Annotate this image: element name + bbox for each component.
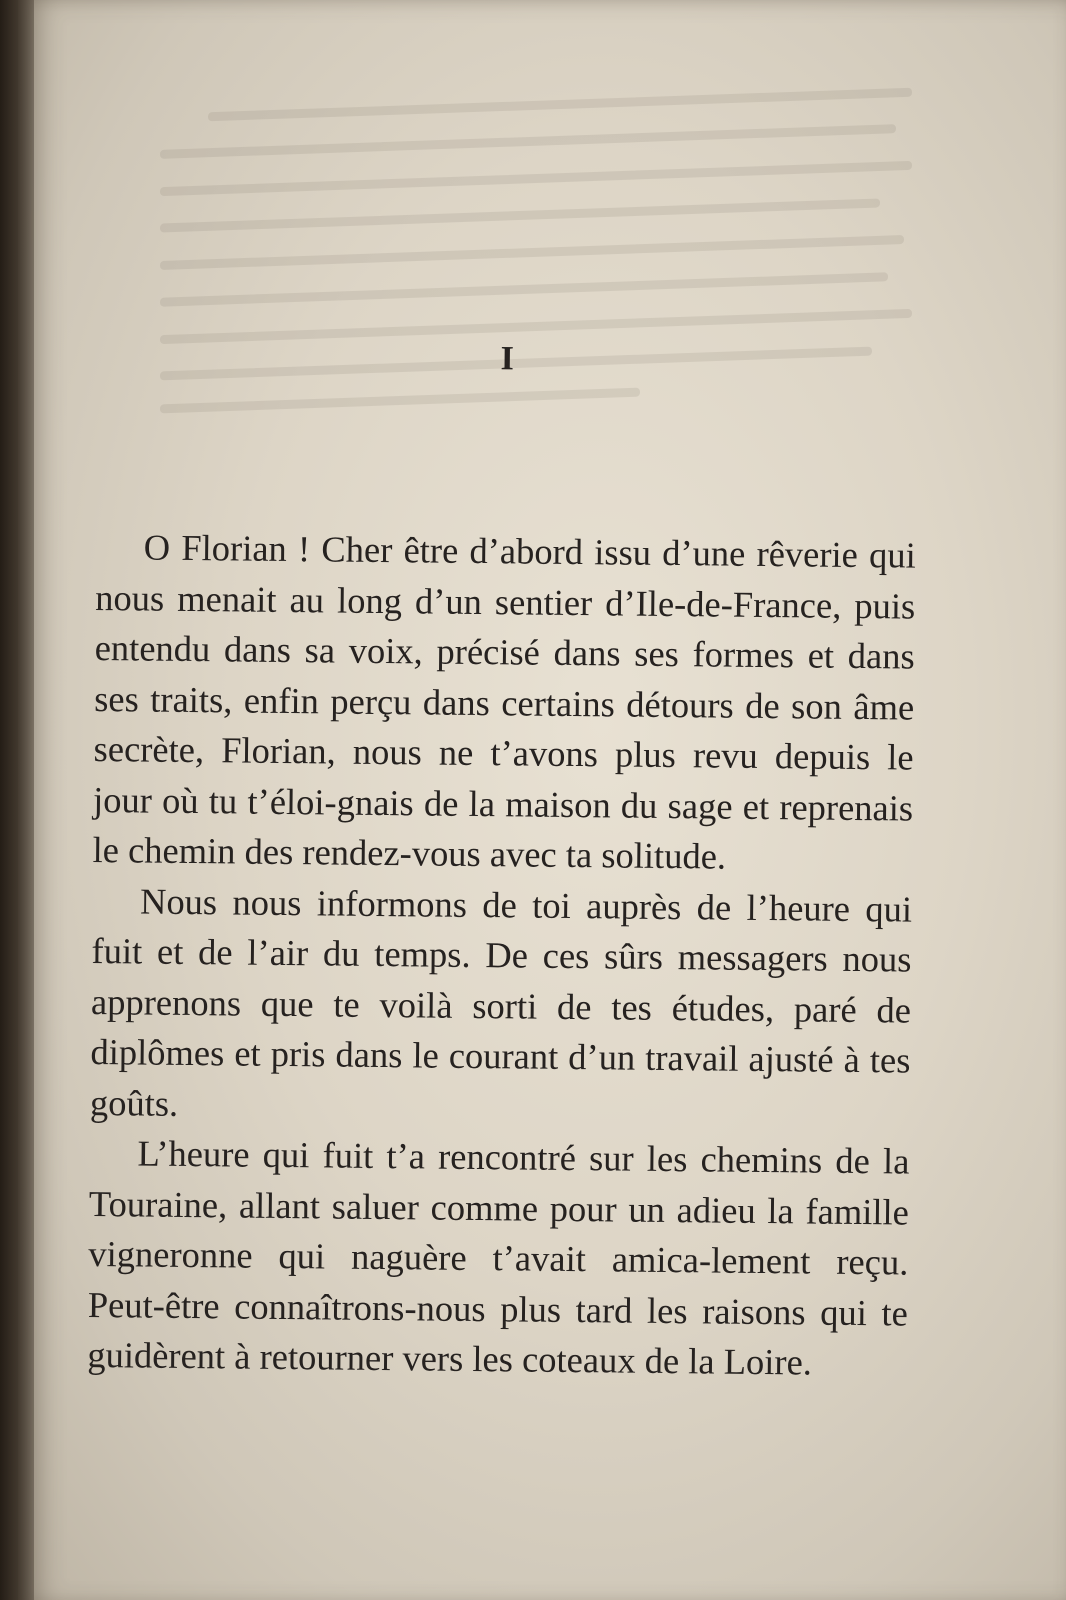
paragraph-3: L’heure qui fuit t’a rencontré sur les chemins de la Touraine, allant saluer comme pour un adieu la famille vigneronne qui naguère t’avait amica-lement reçu. Peut-être connaîtrons-nous plus tard les raisons qui te guidèrent à retourner vers les coteaux de la Loire.	[87, 1132, 910, 1383]
paragraph-1: O Florian ! Cher être d’abord issu d’une rêverie qui nous menait au long d’un sentier d’Ile-de-France, puis entendu dans sa voix, précisé dans ses formes et dans ses traits, enfin perçu dans certains détours de son âme secrète, Florian, nous ne t’avons plus revu depuis le jour où tu t’éloi-gnais de la maison du sage et reprenais le chemin des rendez-vous avec ta solitude.	[92, 526, 916, 877]
page-text	[87, 336, 918, 1389]
ghost-line	[160, 235, 904, 270]
book-spine-shadow	[0, 0, 34, 1600]
chapter-number: I	[500, 340, 516, 378]
ghost-line	[160, 198, 880, 232]
ghost-line	[160, 124, 896, 159]
ghost-line	[160, 161, 912, 196]
paragraph-2: Nous nous informons de toi auprès de l’heure qui fuit et de l’air du temps. De ces sûrs messagers nous apprenons que te voilà sorti de tes études, paré de diplômes et pris dans le courant d’un travail ajusté à tes goûts.	[89, 879, 913, 1124]
ghost-line	[160, 272, 888, 306]
